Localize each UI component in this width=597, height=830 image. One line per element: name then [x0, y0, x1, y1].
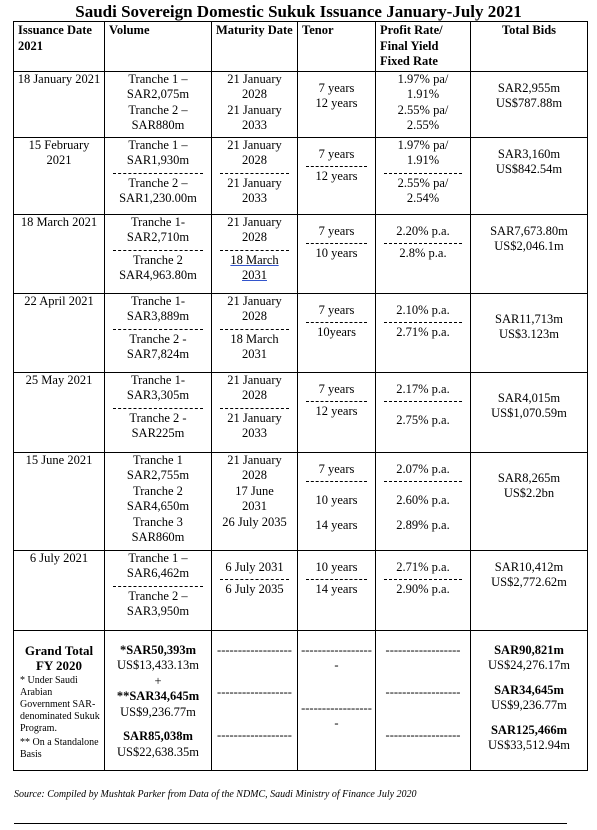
profit-rate-cell: 2.20% p.a. 2.8% p.a. [376, 214, 471, 293]
issuance-date: 18 January 2021 [14, 71, 105, 137]
table-row [14, 550, 588, 630]
total-bids-cell: SAR4,015m US$1,070.59m [471, 372, 588, 452]
total-bids-cell: SAR2,955m US$787.88m [471, 71, 588, 137]
profit-rate-cell: 2.10% p.a. 2.71% p.a. [376, 293, 471, 372]
issuance-date: 25 May 2021 [14, 372, 105, 452]
grand-maturity-cell: ------------------ ------------------ ------------------ [212, 630, 298, 770]
footer-rule [14, 823, 567, 824]
grand-tenor-cell: ------------------ ------------------ [298, 630, 376, 770]
issuance-date: 22 April 2021 [14, 293, 105, 372]
volume-cell: Tranche 1 – SAR6,462m Tranche 2 – SAR3,950m [105, 550, 212, 630]
table-row [14, 71, 588, 137]
tenor-cell: 7 years 10years [298, 293, 376, 372]
total-bids-cell: SAR10,412m US$2,772.62m [471, 550, 588, 630]
header-tenor: Tenor [298, 22, 376, 72]
header-profit-rate: Profit Rate/ Final Yield Fixed Rate [376, 22, 471, 72]
grand-total-label: Grand Total FY 2020 * Under Saudi Arabian Government SAR-denominated Sukuk Program. ** On a Standalone Basis [14, 630, 105, 770]
grand-note-2: ** On a Standalone Basis [20, 736, 99, 760]
tenor-cell: 7 years 12 years [298, 372, 376, 452]
volume-cell: Tranche 1 – SAR2,075m Tranche 2 – SAR880m [105, 71, 212, 137]
maturity-cell: 21 January 2028 21 January 2033 [212, 372, 298, 452]
profit-rate-cell: 2.07% p.a. 2.60% p.a. 2.89% p.a. [376, 452, 471, 550]
volume-cell: Tranche 1- SAR3,305m Tranche 2 - SAR225m [105, 372, 212, 452]
grand-bids-cell: SAR90,821m US$24,276.17m SAR34,645m US$9,236.77m SAR125,466m US$33,512.94m [471, 630, 588, 770]
maturity-cell: 21 January 2028 21 January 2033 [212, 137, 298, 214]
table-row [14, 372, 588, 452]
grand-note-1: * Under Saudi Arabian Government SAR-denominated Sukuk Program. [20, 674, 100, 734]
tenor-cell: 7 years 10 years [298, 214, 376, 293]
total-bids-cell: SAR7,673.80m US$2,046.1m [471, 214, 588, 293]
tenor-cell: 7 years 12 years [298, 137, 376, 214]
header-volume: Volume [105, 22, 212, 72]
maturity-cell: 21 January 2028 17 June 2031 26 July 2035 [212, 452, 298, 550]
tenor-cell: 7 years 12 years [298, 71, 376, 137]
header-row [14, 22, 588, 72]
table-row [14, 293, 588, 372]
profit-rate-cell: 2.17% p.a. 2.75% p.a. [376, 372, 471, 452]
profit-rate-cell: 2.71% p.a. 2.90% p.a. [376, 550, 471, 630]
issuance-date: 15 June 2021 [14, 452, 105, 550]
tenor-cell: 7 years 10 years 14 years [298, 452, 376, 550]
volume-cell: Tranche 1- SAR3,889m Tranche 2 - SAR7,824m [105, 293, 212, 372]
grand-profit-cell: ------------------ ------------------ ------------------ [376, 630, 471, 770]
table-row [14, 214, 588, 293]
profit-rate-cell: 1.97% pa/ 1.91% 2.55% pa/ 2.54% [376, 137, 471, 214]
total-bids-cell: SAR11,713m US$3.123m [471, 293, 588, 372]
maturity-cell: 21 January 2028 18 March 2031 [212, 293, 298, 372]
table-row [14, 137, 588, 214]
sukuk-issuance-table [13, 21, 588, 771]
volume-cell: Tranche 1 SAR2,755m Tranche 2 SAR4,650m Tranche 3 SAR860m [105, 452, 212, 550]
header-total-bids: Total Bids [471, 22, 588, 72]
issuance-date: 18 March 2021 [14, 214, 105, 293]
maturity-cell: 6 July 2031 6 July 2035 [212, 550, 298, 630]
issuance-date: 15 February 2021 [14, 137, 105, 214]
source-note: Source: Compiled by Mushtak Parker from Data of the NDMC, Saudi Ministry of Finance July 2020 [14, 789, 417, 800]
tenor-cell: 10 years 14 years [298, 550, 376, 630]
volume-cell: Tranche 1- SAR2,710m Tranche 2 SAR4,963.80m [105, 214, 212, 293]
header-issuance-date: Issuance Date 2021 [14, 22, 105, 72]
maturity-cell: 21 January 2028 18 March 2031 [212, 214, 298, 293]
grand-volume-cell: *SAR50,393m US$13,433.13m + **SAR34,645m US$9,236.77m SAR85,038m US$22,638.35m [105, 630, 212, 770]
total-bids-cell: SAR8,265m US$2.2bn [471, 452, 588, 550]
issuance-date: 6 July 2021 [14, 550, 105, 630]
table-row [14, 452, 588, 550]
table-title: Saudi Sovereign Domestic Sukuk Issuance January-July 2021 [75, 2, 522, 21]
volume-cell: Tranche 1 – SAR1,930m Tranche 2 – SAR1,230.00m [105, 137, 212, 214]
total-bids-cell: SAR3,160m US$842.54m [471, 137, 588, 214]
profit-rate-cell: 1.97% pa/ 1.91% 2.55% pa/ 2.55% [376, 71, 471, 137]
maturity-cell: 21 January 2028 21 January 2033 [212, 71, 298, 137]
grand-total-row [14, 630, 588, 770]
header-maturity-date: Maturity Date [212, 22, 298, 72]
